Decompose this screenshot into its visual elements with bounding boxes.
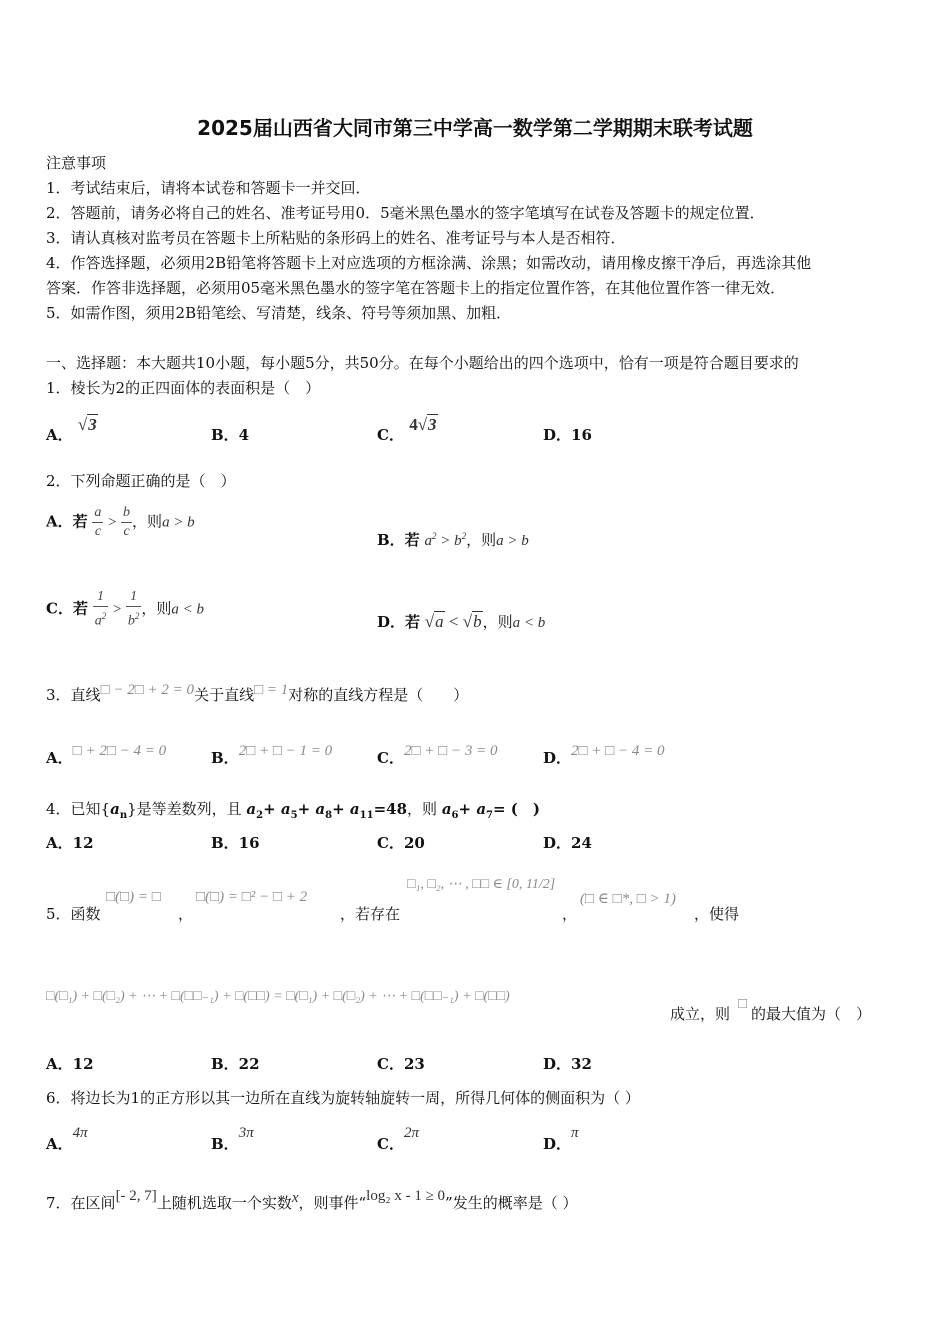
q5-cond: (□ ∈ □*, □ > 1) [580, 891, 676, 907]
q6-b-value: 3π [238, 1125, 254, 1141]
q2-option-d [377, 611, 545, 632]
q1-option-a-math: √3 [77, 415, 97, 434]
q2-a-frac-1: $\frac{a}{c}$ [94, 505, 102, 539]
q3-option-d [543, 743, 665, 768]
section-heading: 一、选择题：本大题共10小题，每小题5分，共50分。在每个小题给出的四个选项中，恰有一项是符合题目要求的 [46, 354, 799, 372]
notice-item: 2．答题前，请务必将自己的姓名、准考证号用0．5毫米黑色墨水的签字笔填写在试卷及答题卡的规定位置． [46, 204, 765, 222]
q5-text-1: 函数 [70, 905, 101, 923]
q4-option-b: B．16 [211, 834, 260, 852]
question-2-stem: 2．下列命题正确的是（ ） [46, 472, 236, 490]
q1-option-b: B．4 [211, 426, 250, 444]
q6-d-value: π [571, 1125, 579, 1141]
notice-item: 5．如需作图，须用2B铅笔绘、写清楚，线条、符号等须加黑、加粗． [46, 304, 512, 322]
question-7-stem [46, 1188, 578, 1213]
q2-b-label: B．若 [377, 531, 420, 549]
q3-axis-eq: □ = 1 [254, 682, 289, 698]
q2-d-label: D．若 [377, 613, 421, 631]
q6-c-value: 2π [403, 1125, 419, 1141]
q3-c-eq: 2□ + □ − 3 = 0 [403, 743, 498, 759]
q2-b-then: ，则 [466, 531, 497, 549]
q2-option-b [377, 529, 529, 550]
question-6-stem: 6．将边长为1的正方形以其一边所在直线为旋转轴旋转一周，所得几何体的侧面积为（ ） [46, 1089, 640, 1107]
q2-b-cond: $a^2 > b^2$ [424, 531, 467, 549]
q3-text-3: 对称的直线方程是（ ） [288, 686, 469, 704]
q5-option-c: C．23 [377, 1055, 425, 1073]
q2-a-frac-2: $\frac{b}{c}$ [123, 505, 131, 539]
q2-c-then: ，则 [141, 599, 172, 618]
q3-text-1: 直线 [70, 686, 101, 704]
q2-c-gt: > [108, 601, 126, 618]
q1-option-a-label: A． [46, 426, 73, 444]
notice-item: 3．请认真核对监考员在答题卡上所粘贴的条形码上的姓名、准考证号与本人是否相符． [46, 229, 626, 247]
q7-interval: [- 2, 7] [115, 1188, 157, 1204]
notice-item: 1．考试结束后，请将本试卷和答题卡一并交回． [46, 179, 371, 197]
q1-option-a [46, 415, 98, 445]
q6-a-label: A． [46, 1135, 73, 1153]
q3-option-b [211, 743, 333, 768]
q4-option-c: C．20 [377, 834, 425, 852]
q3-option-a [46, 743, 167, 768]
q7-text-4: ”发生的概率是（ ） [445, 1194, 578, 1212]
q7-text-1: 在区间 [70, 1194, 116, 1212]
q6-option-a [46, 1125, 88, 1154]
q2-d-then: ，则 [482, 613, 513, 631]
question-4-stem: 4．已知$\{a_n\}$是等差数列，且 $a_2+ a_5+ a_8+ a_{11}=48$，则 $a_6+ a_7=$ ( ) [46, 800, 541, 821]
q1-option-c-math: 4√3 [409, 415, 437, 434]
q1-option-c-label: C． [377, 426, 404, 444]
q2-a-result: a > b [162, 514, 195, 531]
q2-option-c [46, 588, 204, 631]
q7-number: 7． [46, 1194, 71, 1212]
q3-line-eq: □ − 2□ + 2 = 0 [100, 682, 195, 698]
q3-text-2: 关于直线 [194, 686, 255, 704]
question-3-stem [46, 684, 468, 705]
q5-text-3: ，使得 [694, 905, 740, 923]
q1-c-radicand: 3 [428, 415, 437, 434]
q5-option-d: D．32 [543, 1055, 592, 1073]
q5-option-a: A．12 [46, 1055, 94, 1073]
q5-sep-2: ， [562, 905, 578, 923]
q7-variable: x [291, 1190, 299, 1206]
q7-text-3: ，则事件“ [298, 1194, 367, 1212]
q2-d-result: a < b [512, 615, 546, 631]
q1-c-coef: 4 [409, 415, 418, 434]
notice-item: 4．作答选择题，必须用2B铅笔将答题卡上对应选项的方框涂满、涂黑；如需改动，请用橡皮擦干净后，再选涂其他 [46, 254, 812, 272]
q3-c-label: C． [377, 749, 404, 767]
q6-b-label: B． [211, 1135, 239, 1153]
q5-sep: ， [178, 905, 194, 923]
q6-option-d [543, 1125, 579, 1154]
q1-option-c [377, 415, 438, 445]
q7-event-expr: log₂ x - 1 ≥ 0 [366, 1188, 446, 1204]
q6-option-b [211, 1125, 254, 1154]
q3-a-label: A． [46, 749, 73, 767]
notice-heading: 注意事项 [46, 154, 107, 172]
q5-text-5: 的最大值为（ ） [751, 1005, 872, 1023]
q2-d-cond: √a < √b [424, 612, 482, 631]
q4-option-a: A．12 [46, 834, 94, 852]
q5-option-b: B．22 [211, 1055, 260, 1073]
q2-b-result: a > b [496, 533, 529, 549]
q3-a-eq: □ + 2□ − 4 = 0 [72, 743, 167, 759]
q3-b-label: B． [211, 749, 239, 767]
q3-b-eq: 2□ + □ − 1 = 0 [238, 743, 333, 759]
q5-g-def: □(□) = □² − □ + 2 [196, 889, 308, 905]
q3-d-label: D． [543, 749, 572, 767]
q5-text-4: 成立，则 [670, 1005, 731, 1023]
q2-a-gt: > [103, 514, 122, 531]
q2-a-label: A．若 [46, 512, 88, 531]
q6-option-c [377, 1125, 419, 1154]
q5-number: 5． [46, 905, 71, 923]
q6-d-label: D． [543, 1135, 572, 1153]
q7-text-2: 上随机选取一个实数 [156, 1194, 292, 1212]
q3-number: 3． [46, 686, 71, 704]
q2-c-result: a < b [171, 601, 204, 618]
notice-item: 答案．作答非选择题，必须用05毫米黑色墨水的签字笔在答题卡上的指定位置作答，在其他位置作答一律无效． [46, 279, 786, 297]
q5-n-symbol: □ [738, 996, 748, 1012]
q5-set: □₁, □₂, ⋯ , □□ ∈ [0, 11/2] [407, 877, 556, 892]
q2-c-frac-2: $\frac{1}{b^2}$ [127, 589, 140, 629]
q6-a-value: 4π [72, 1125, 88, 1141]
q6-c-label: C． [377, 1135, 404, 1153]
q5-f-def: □(□) = □ [106, 889, 161, 905]
q2-a-then: ，则 [132, 512, 163, 531]
q2-option-a [46, 504, 195, 541]
q5-text-2: ，若存在 [340, 905, 401, 923]
q1-a-radicand: 3 [88, 415, 97, 434]
q3-d-eq: 2□ + □ − 4 = 0 [571, 743, 665, 759]
q5-number-text [46, 903, 101, 924]
q4-number: 4． [46, 800, 71, 818]
q3-option-c [377, 743, 498, 768]
q5-equation: □(□₁) + □(□₂) + ⋯ + □(□□₋₁) + □(□□) = □(□₁) + □(□₂) + ⋯ + □(□□₋₁) + □(□□) [46, 989, 510, 1004]
page-title: 2025届山西省大同市第三中学高一数学第二学期期末联考试题 [197, 116, 753, 140]
q1-option-d: D．16 [543, 426, 592, 444]
q2-c-label: C．若 [46, 599, 88, 618]
q2-c-frac-1: $\frac{1}{a^2}$ [94, 589, 107, 629]
q4-option-d: D．24 [543, 834, 592, 852]
question-1-stem: 1．棱长为2的正四面体的表面积是（ ） [46, 379, 321, 397]
